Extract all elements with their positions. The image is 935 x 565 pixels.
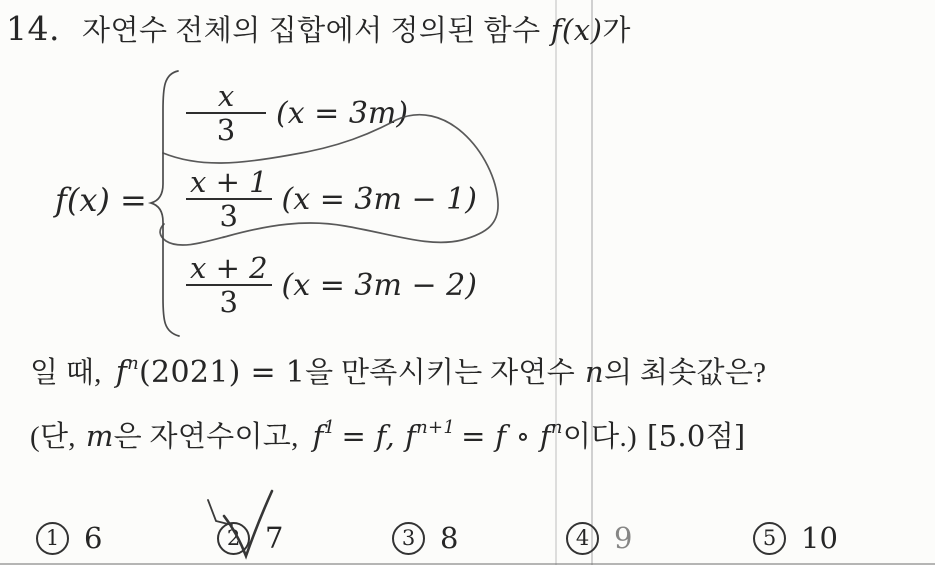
choice-option-5: [753, 521, 838, 555]
statement-f-exponent: n: [127, 353, 140, 375]
choice-2-value: 7: [265, 521, 284, 555]
note-f1: f: [312, 419, 324, 453]
note-line: [30, 414, 746, 455]
statement-arg: (2021) = 1: [139, 355, 306, 390]
fraction-1: [186, 80, 266, 147]
statement-line: [30, 350, 766, 391]
choice-1-marker: [36, 522, 69, 555]
question-number: 14.: [6, 9, 60, 48]
curly-brace: [146, 68, 184, 340]
choice-3-marker: [392, 522, 425, 555]
choice-option-3: [392, 521, 458, 555]
piecewise-rows: [186, 70, 516, 328]
function-lhs: f(x) =: [55, 181, 147, 219]
fraction-1-denominator: 3: [186, 112, 266, 146]
choice-option-2: [217, 521, 283, 555]
choice-option-4: [566, 521, 632, 555]
piece-row-3: [186, 242, 516, 328]
fraction-2-denominator: 3: [186, 198, 272, 232]
fraction-3-denominator: 3: [186, 284, 272, 318]
title-math-fx: f(x): [550, 13, 603, 47]
choice-1-number: 1: [45, 526, 60, 550]
points-badge: [5.0점]: [646, 419, 746, 453]
condition-3: (x = 3m − 2): [281, 267, 477, 303]
note-open: (단,: [30, 421, 76, 453]
question-title-text: 자연수 전체의 집합에서 정의된 함수: [81, 15, 541, 47]
statement-pre: 일 때,: [30, 357, 102, 389]
choice-2-number: 2: [226, 526, 241, 550]
note-close: 이다.): [562, 421, 637, 453]
choice-4-marker: [566, 522, 599, 555]
note-m: m: [85, 419, 114, 453]
title-suffix: 가: [602, 15, 631, 47]
statement-mid: 을 만족시키는 자연수: [305, 357, 576, 389]
note-f3-exponent: n: [550, 417, 563, 439]
fraction-3-numerator: x + 2: [190, 250, 268, 285]
choice-5-number: 5: [762, 526, 777, 550]
statement-f: f: [115, 355, 128, 390]
question-title: [6, 8, 631, 49]
choice-4-number: 4: [575, 526, 590, 550]
note-f2: f: [405, 419, 417, 453]
statement-n: n: [585, 355, 605, 389]
choice-4-value: 9: [614, 521, 633, 555]
note-text-1: 은 자연수이고,: [113, 421, 299, 453]
choice-1-value: 6: [84, 521, 103, 555]
note-f1-exponent: 1: [323, 417, 336, 439]
piece-row-2: [186, 156, 516, 242]
choice-5-value: 10: [801, 521, 838, 555]
choice-option-1: [36, 521, 102, 555]
fraction-2-numerator: x + 1: [190, 164, 268, 199]
note-eq1: = f,: [341, 419, 396, 453]
choice-3-number: 3: [401, 526, 416, 550]
condition-2: (x = 3m − 1): [281, 181, 477, 217]
choice-3-value: 8: [440, 521, 459, 555]
choice-2-marker: [217, 522, 250, 555]
choice-5-marker: [753, 522, 786, 555]
note-f2-exponent: n+1: [416, 417, 456, 439]
fraction-1-numerator: x: [217, 78, 235, 113]
fraction-3: [186, 252, 272, 319]
condition-1: (x = 3m): [276, 95, 409, 131]
statement-post: 의 최솟값은?: [604, 357, 767, 389]
fraction-2: [186, 166, 272, 233]
piece-row-1: [186, 70, 516, 156]
note-eq2: = f ∘ f: [461, 419, 551, 453]
